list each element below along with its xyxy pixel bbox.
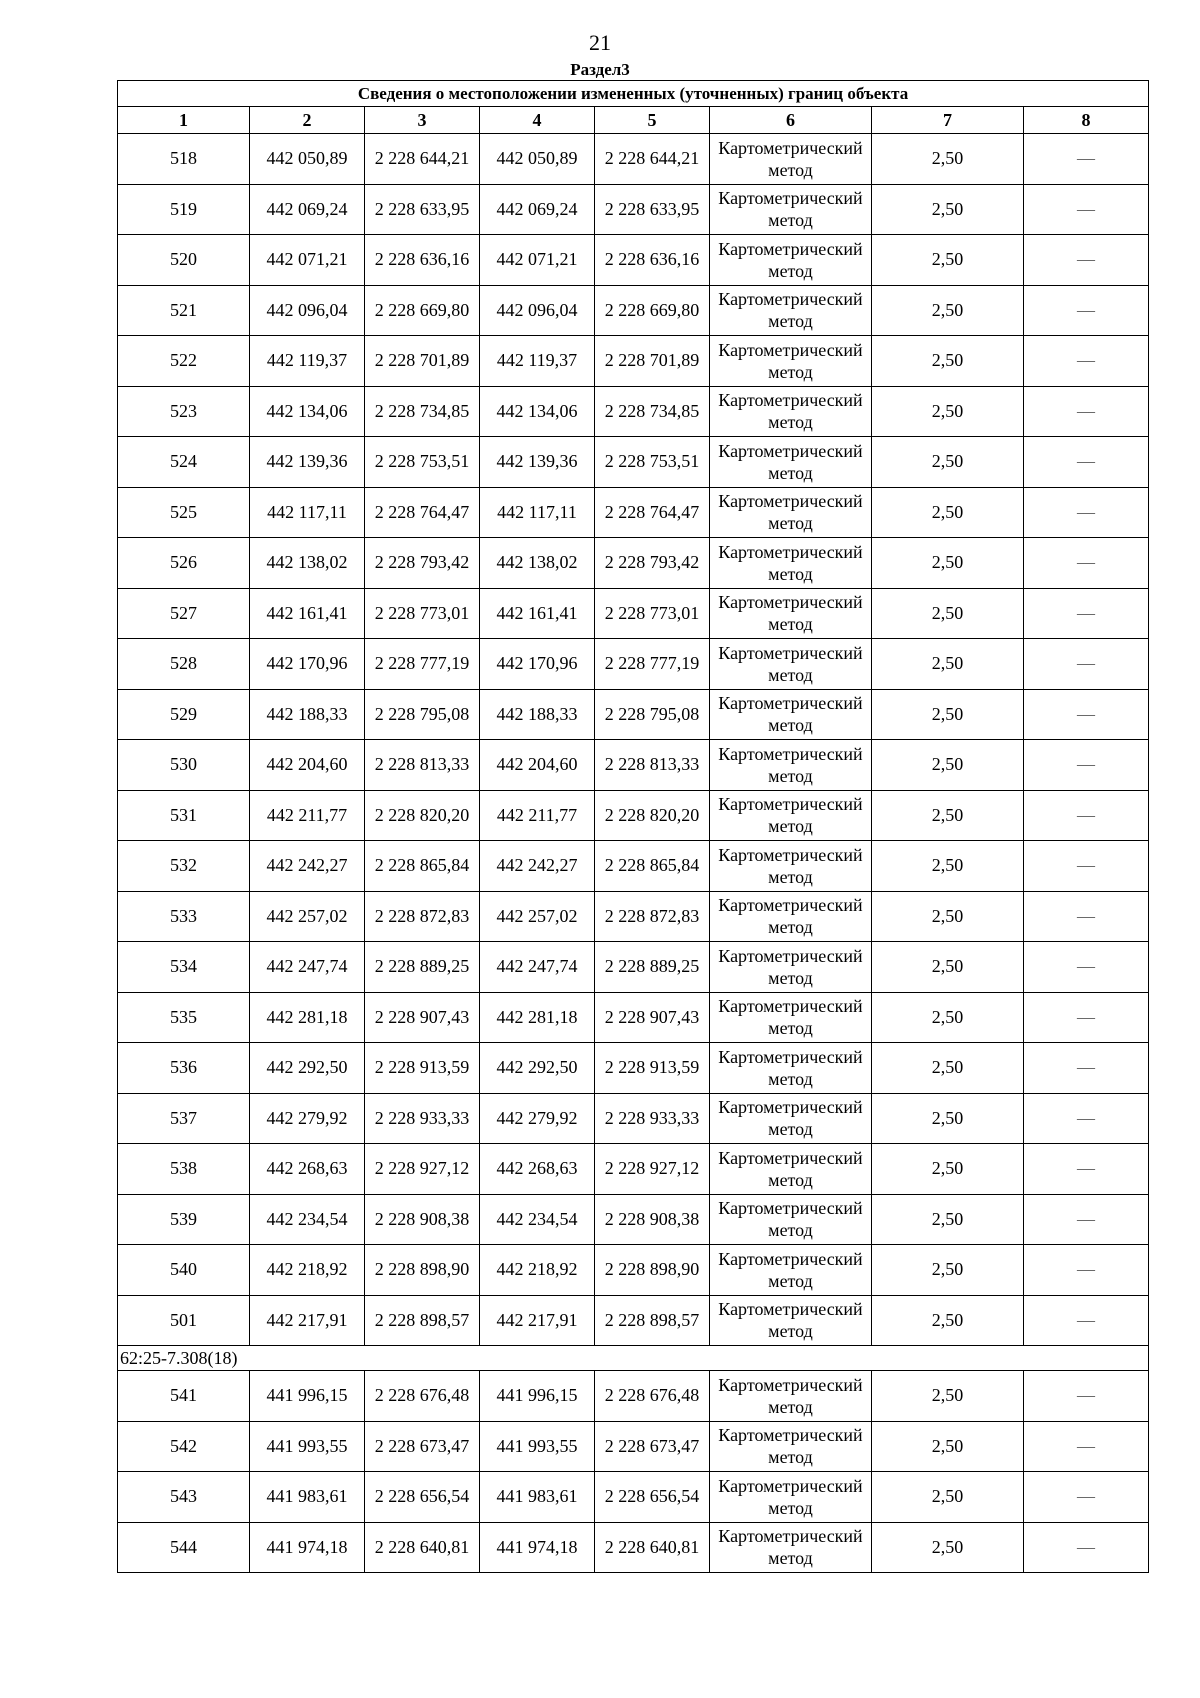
note-cell: —	[1024, 538, 1149, 589]
x-new-cell: 442 161,41	[480, 588, 595, 639]
x-existing-cell: 442 069,24	[250, 184, 365, 235]
table-row	[118, 134, 1149, 185]
method-cell: Картометрический метод	[710, 1472, 872, 1523]
method-cell: Картометрический метод	[710, 285, 872, 336]
column-header: 3	[365, 107, 480, 134]
y-new-cell: 2 228 913,59	[595, 1043, 710, 1094]
x-new-cell: 442 134,06	[480, 386, 595, 437]
method-cell: Картометрический метод	[710, 942, 872, 993]
y-existing-cell: 2 228 764,47	[365, 487, 480, 538]
x-new-cell: 442 138,02	[480, 538, 595, 589]
method-cell: Картометрический метод	[710, 487, 872, 538]
y-new-cell: 2 228 933,33	[595, 1093, 710, 1144]
point-number-cell: 532	[118, 841, 250, 892]
column-header: 8	[1024, 107, 1149, 134]
y-existing-cell: 2 228 734,85	[365, 386, 480, 437]
y-existing-cell: 2 228 908,38	[365, 1194, 480, 1245]
x-new-cell: 442 050,89	[480, 134, 595, 185]
x-new-cell: 441 974,18	[480, 1522, 595, 1573]
x-new-cell: 442 218,92	[480, 1245, 595, 1296]
point-number-cell: 542	[118, 1421, 250, 1472]
table-caption: Сведения о местоположении измененных (уточненных) границ объекта	[118, 81, 1149, 107]
point-number-cell: 520	[118, 235, 250, 286]
x-new-cell: 442 257,02	[480, 891, 595, 942]
point-number-cell: 538	[118, 1144, 250, 1195]
accuracy-cell: 2,50	[872, 1295, 1024, 1346]
method-cell: Картометрический метод	[710, 992, 872, 1043]
y-new-cell: 2 228 734,85	[595, 386, 710, 437]
point-number-cell: 527	[118, 588, 250, 639]
y-new-cell: 2 228 753,51	[595, 437, 710, 488]
y-new-cell: 2 228 669,80	[595, 285, 710, 336]
method-cell: Картометрический метод	[710, 1522, 872, 1573]
column-header: 2	[250, 107, 365, 134]
note-cell: —	[1024, 1371, 1149, 1422]
note-cell: —	[1024, 336, 1149, 387]
x-existing-cell: 442 119,37	[250, 336, 365, 387]
x-existing-cell: 442 242,27	[250, 841, 365, 892]
method-cell: Картометрический метод	[710, 184, 872, 235]
y-new-cell: 2 228 673,47	[595, 1421, 710, 1472]
accuracy-cell: 2,50	[872, 1421, 1024, 1472]
x-existing-cell: 442 204,60	[250, 740, 365, 791]
y-existing-cell: 2 228 673,47	[365, 1421, 480, 1472]
note-cell: —	[1024, 1043, 1149, 1094]
x-new-cell: 442 139,36	[480, 437, 595, 488]
y-new-cell: 2 228 865,84	[595, 841, 710, 892]
column-number-row	[118, 107, 1149, 134]
table-row	[118, 1144, 1149, 1195]
table-row	[118, 1043, 1149, 1094]
x-existing-cell: 442 161,41	[250, 588, 365, 639]
note-cell: —	[1024, 790, 1149, 841]
y-existing-cell: 2 228 773,01	[365, 588, 480, 639]
y-new-cell: 2 228 764,47	[595, 487, 710, 538]
method-cell: Картометрический метод	[710, 639, 872, 690]
x-new-cell: 442 170,96	[480, 639, 595, 690]
accuracy-cell: 2,50	[872, 1522, 1024, 1573]
note-cell: —	[1024, 1472, 1149, 1523]
accuracy-cell: 2,50	[872, 134, 1024, 185]
y-existing-cell: 2 228 813,33	[365, 740, 480, 791]
method-cell: Картометрический метод	[710, 538, 872, 589]
x-existing-cell: 442 279,92	[250, 1093, 365, 1144]
x-new-cell: 441 993,55	[480, 1421, 595, 1472]
x-new-cell: 442 279,92	[480, 1093, 595, 1144]
accuracy-cell: 2,50	[872, 235, 1024, 286]
x-existing-cell: 442 217,91	[250, 1295, 365, 1346]
method-cell: Картометрический метод	[710, 841, 872, 892]
x-existing-cell: 442 247,74	[250, 942, 365, 993]
method-cell: Картометрический метод	[710, 1093, 872, 1144]
accuracy-cell: 2,50	[872, 588, 1024, 639]
point-number-cell: 519	[118, 184, 250, 235]
y-existing-cell: 2 228 907,43	[365, 992, 480, 1043]
column-header: 5	[595, 107, 710, 134]
point-number-cell: 522	[118, 336, 250, 387]
y-new-cell: 2 228 820,20	[595, 790, 710, 841]
method-cell: Картометрический метод	[710, 740, 872, 791]
y-new-cell: 2 228 898,90	[595, 1245, 710, 1296]
accuracy-cell: 2,50	[872, 1043, 1024, 1094]
table-row	[118, 1194, 1149, 1245]
x-existing-cell: 442 281,18	[250, 992, 365, 1043]
y-existing-cell: 2 228 927,12	[365, 1144, 480, 1195]
y-existing-cell: 2 228 644,21	[365, 134, 480, 185]
point-number-cell: 535	[118, 992, 250, 1043]
note-cell: —	[1024, 487, 1149, 538]
y-existing-cell: 2 228 636,16	[365, 235, 480, 286]
note-cell: —	[1024, 437, 1149, 488]
x-new-cell: 441 996,15	[480, 1371, 595, 1422]
table-row	[118, 437, 1149, 488]
method-cell: Картометрический метод	[710, 689, 872, 740]
x-existing-cell: 442 188,33	[250, 689, 365, 740]
x-new-cell: 442 119,37	[480, 336, 595, 387]
column-header: 7	[872, 107, 1024, 134]
accuracy-cell: 2,50	[872, 386, 1024, 437]
table-body	[118, 134, 1149, 1573]
point-number-cell: 531	[118, 790, 250, 841]
x-new-cell: 442 217,91	[480, 1295, 595, 1346]
point-number-cell: 537	[118, 1093, 250, 1144]
point-number-cell: 524	[118, 437, 250, 488]
y-new-cell: 2 228 889,25	[595, 942, 710, 993]
table-row	[118, 285, 1149, 336]
y-new-cell: 2 228 927,12	[595, 1144, 710, 1195]
note-cell: —	[1024, 639, 1149, 690]
x-new-cell: 442 234,54	[480, 1194, 595, 1245]
table-row	[118, 588, 1149, 639]
table-row	[118, 336, 1149, 387]
accuracy-cell: 2,50	[872, 285, 1024, 336]
x-existing-cell: 442 139,36	[250, 437, 365, 488]
y-existing-cell: 2 228 669,80	[365, 285, 480, 336]
note-cell: —	[1024, 235, 1149, 286]
x-existing-cell: 442 268,63	[250, 1144, 365, 1195]
method-cell: Картометрический метод	[710, 235, 872, 286]
x-existing-cell: 442 096,04	[250, 285, 365, 336]
accuracy-cell: 2,50	[872, 437, 1024, 488]
point-number-cell: 536	[118, 1043, 250, 1094]
note-cell: —	[1024, 689, 1149, 740]
x-existing-cell: 442 071,21	[250, 235, 365, 286]
point-number-cell: 521	[118, 285, 250, 336]
point-number-cell: 523	[118, 386, 250, 437]
table-row	[118, 689, 1149, 740]
y-new-cell: 2 228 813,33	[595, 740, 710, 791]
method-cell: Картометрический метод	[710, 336, 872, 387]
x-new-cell: 442 242,27	[480, 841, 595, 892]
note-cell: —	[1024, 134, 1149, 185]
note-cell: —	[1024, 891, 1149, 942]
table-row	[118, 487, 1149, 538]
x-existing-cell: 442 134,06	[250, 386, 365, 437]
method-cell: Картометрический метод	[710, 1194, 872, 1245]
y-new-cell: 2 228 898,57	[595, 1295, 710, 1346]
x-new-cell: 442 117,11	[480, 487, 595, 538]
accuracy-cell: 2,50	[872, 336, 1024, 387]
note-cell: —	[1024, 386, 1149, 437]
accuracy-cell: 2,50	[872, 639, 1024, 690]
note-cell: —	[1024, 1245, 1149, 1296]
method-cell: Картометрический метод	[710, 134, 872, 185]
note-cell: —	[1024, 942, 1149, 993]
y-existing-cell: 2 228 913,59	[365, 1043, 480, 1094]
point-number-cell: 533	[118, 891, 250, 942]
y-new-cell: 2 228 908,38	[595, 1194, 710, 1245]
table-row	[118, 184, 1149, 235]
point-number-cell: 539	[118, 1194, 250, 1245]
note-cell: —	[1024, 1093, 1149, 1144]
accuracy-cell: 2,50	[872, 487, 1024, 538]
point-number-cell: 518	[118, 134, 250, 185]
y-existing-cell: 2 228 820,20	[365, 790, 480, 841]
accuracy-cell: 2,50	[872, 689, 1024, 740]
y-new-cell: 2 228 644,21	[595, 134, 710, 185]
x-new-cell: 442 211,77	[480, 790, 595, 841]
accuracy-cell: 2,50	[872, 1371, 1024, 1422]
boundary-points-table	[117, 80, 1149, 1573]
table-row	[118, 235, 1149, 286]
accuracy-cell: 2,50	[872, 1245, 1024, 1296]
column-header: 1	[118, 107, 250, 134]
point-number-cell: 544	[118, 1522, 250, 1573]
y-new-cell: 2 228 907,43	[595, 992, 710, 1043]
accuracy-cell: 2,50	[872, 841, 1024, 892]
accuracy-cell: 2,50	[872, 538, 1024, 589]
point-number-cell: 534	[118, 942, 250, 993]
column-header: 6	[710, 107, 872, 134]
note-cell: —	[1024, 1421, 1149, 1472]
note-cell: —	[1024, 184, 1149, 235]
note-cell: —	[1024, 1522, 1149, 1573]
method-cell: Картометрический метод	[710, 386, 872, 437]
y-existing-cell: 2 228 793,42	[365, 538, 480, 589]
accuracy-cell: 2,50	[872, 942, 1024, 993]
y-new-cell: 2 228 777,19	[595, 639, 710, 690]
note-cell: —	[1024, 740, 1149, 791]
table-row	[118, 1421, 1149, 1472]
accuracy-cell: 2,50	[872, 992, 1024, 1043]
y-new-cell: 2 228 676,48	[595, 1371, 710, 1422]
method-cell: Картометрический метод	[710, 1421, 872, 1472]
y-new-cell: 2 228 656,54	[595, 1472, 710, 1523]
point-number-cell: 540	[118, 1245, 250, 1296]
method-cell: Картометрический метод	[710, 1295, 872, 1346]
y-existing-cell: 2 228 865,84	[365, 841, 480, 892]
note-cell: —	[1024, 1295, 1149, 1346]
y-existing-cell: 2 228 676,48	[365, 1371, 480, 1422]
accuracy-cell: 2,50	[872, 790, 1024, 841]
table-row	[118, 1295, 1149, 1346]
y-existing-cell: 2 228 633,95	[365, 184, 480, 235]
accuracy-cell: 2,50	[872, 1194, 1024, 1245]
x-new-cell: 442 071,21	[480, 235, 595, 286]
y-new-cell: 2 228 636,16	[595, 235, 710, 286]
table-row	[118, 942, 1149, 993]
method-cell: Картометрический метод	[710, 588, 872, 639]
note-cell: —	[1024, 1144, 1149, 1195]
x-new-cell: 442 096,04	[480, 285, 595, 336]
note-cell: —	[1024, 285, 1149, 336]
y-existing-cell: 2 228 872,83	[365, 891, 480, 942]
method-cell: Картометрический метод	[710, 1371, 872, 1422]
y-existing-cell: 2 228 777,19	[365, 639, 480, 690]
x-existing-cell: 442 218,92	[250, 1245, 365, 1296]
accuracy-cell: 2,50	[872, 1472, 1024, 1523]
x-existing-cell: 442 292,50	[250, 1043, 365, 1094]
method-cell: Картометрический метод	[710, 1245, 872, 1296]
table-row	[118, 1472, 1149, 1523]
x-existing-cell: 442 117,11	[250, 487, 365, 538]
y-new-cell: 2 228 872,83	[595, 891, 710, 942]
x-new-cell: 442 204,60	[480, 740, 595, 791]
accuracy-cell: 2,50	[872, 891, 1024, 942]
x-new-cell: 441 983,61	[480, 1472, 595, 1523]
y-new-cell: 2 228 701,89	[595, 336, 710, 387]
y-new-cell: 2 228 633,95	[595, 184, 710, 235]
accuracy-cell: 2,50	[872, 1093, 1024, 1144]
y-existing-cell: 2 228 753,51	[365, 437, 480, 488]
table-row	[118, 538, 1149, 589]
note-cell: —	[1024, 588, 1149, 639]
note-cell: —	[1024, 992, 1149, 1043]
y-existing-cell: 2 228 795,08	[365, 689, 480, 740]
y-existing-cell: 2 228 640,81	[365, 1522, 480, 1573]
method-cell: Картометрический метод	[710, 790, 872, 841]
table-row	[118, 639, 1149, 690]
x-new-cell: 442 268,63	[480, 1144, 595, 1195]
y-existing-cell: 2 228 898,90	[365, 1245, 480, 1296]
point-number-cell: 501	[118, 1295, 250, 1346]
y-existing-cell: 2 228 898,57	[365, 1295, 480, 1346]
accuracy-cell: 2,50	[872, 1144, 1024, 1195]
point-number-cell: 541	[118, 1371, 250, 1422]
y-new-cell: 2 228 773,01	[595, 588, 710, 639]
group-header-row	[118, 1346, 1149, 1371]
note-cell: —	[1024, 841, 1149, 892]
table-row	[118, 891, 1149, 942]
y-existing-cell: 2 228 889,25	[365, 942, 480, 993]
method-cell: Картометрический метод	[710, 1043, 872, 1094]
point-number-cell: 526	[118, 538, 250, 589]
table-row	[118, 992, 1149, 1043]
x-existing-cell: 441 974,18	[250, 1522, 365, 1573]
x-new-cell: 442 188,33	[480, 689, 595, 740]
table-row	[118, 1093, 1149, 1144]
x-new-cell: 442 247,74	[480, 942, 595, 993]
note-cell: —	[1024, 1194, 1149, 1245]
x-existing-cell: 442 211,77	[250, 790, 365, 841]
y-existing-cell: 2 228 701,89	[365, 336, 480, 387]
section-title: Раздел3	[570, 60, 630, 79]
accuracy-cell: 2,50	[872, 184, 1024, 235]
point-number-cell: 529	[118, 689, 250, 740]
x-existing-cell: 442 257,02	[250, 891, 365, 942]
table-row	[118, 386, 1149, 437]
x-existing-cell: 441 983,61	[250, 1472, 365, 1523]
y-new-cell: 2 228 640,81	[595, 1522, 710, 1573]
accuracy-cell: 2,50	[872, 740, 1024, 791]
y-existing-cell: 2 228 933,33	[365, 1093, 480, 1144]
x-new-cell: 442 281,18	[480, 992, 595, 1043]
x-existing-cell: 442 234,54	[250, 1194, 365, 1245]
x-existing-cell: 442 050,89	[250, 134, 365, 185]
table-row	[118, 1522, 1149, 1573]
table-row	[118, 790, 1149, 841]
x-existing-cell: 441 996,15	[250, 1371, 365, 1422]
method-cell: Картометрический метод	[710, 891, 872, 942]
x-existing-cell: 442 170,96	[250, 639, 365, 690]
point-number-cell: 525	[118, 487, 250, 538]
table-row	[118, 1245, 1149, 1296]
cadastral-number-label: 62:25-7.308(18)	[118, 1346, 1149, 1371]
y-new-cell: 2 228 793,42	[595, 538, 710, 589]
point-number-cell: 543	[118, 1472, 250, 1523]
y-new-cell: 2 228 795,08	[595, 689, 710, 740]
x-existing-cell: 442 138,02	[250, 538, 365, 589]
table-row	[118, 1371, 1149, 1422]
method-cell: Картометрический метод	[710, 1144, 872, 1195]
point-number-cell: 530	[118, 740, 250, 791]
page-number: 21	[589, 30, 611, 55]
x-new-cell: 442 069,24	[480, 184, 595, 235]
x-new-cell: 442 292,50	[480, 1043, 595, 1094]
table-row	[118, 841, 1149, 892]
method-cell: Картометрический метод	[710, 437, 872, 488]
table-row	[118, 740, 1149, 791]
column-header: 4	[480, 107, 595, 134]
x-existing-cell: 441 993,55	[250, 1421, 365, 1472]
point-number-cell: 528	[118, 639, 250, 690]
y-existing-cell: 2 228 656,54	[365, 1472, 480, 1523]
